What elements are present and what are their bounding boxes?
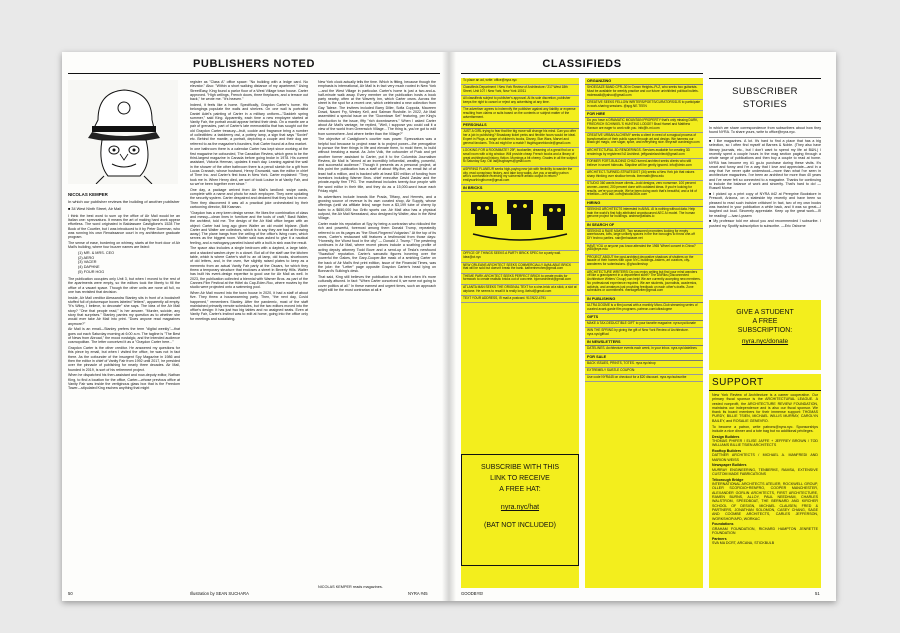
subscriber-stories-title (709, 78, 821, 122)
article-paragraph: Carter made his reputation at Spy by being a contrarian who ridiculed the rich and powerful, foremost among them Donald Trump, repeatedly referred to on its pages as "the Short-Fingered Vulgarian." At the top of its news, Carter's restaurant still features a testimonial from those days: "Honestly, the Worst food in the city" — Donald J. Trump." The pestering continues in Air Mail, where recent pieces include a scathing profile of acting deputy attorney Todd Bove and a send-up of Tesla's newfound "Swastica" reputation. Carter's sarcastic figures hovering over the powerful the Oakes, the Gary-Cooper-like mask of a smirking Carter on the back of Air Mail's first print edition, issue of the Financial Times, was the joke: the "Letter" page opposite Graydon Carter's head lying on Bonnard's Sulking's desk. (318, 222, 436, 274)
article-column-1 (68, 190, 180, 580)
support-tier-members: SVA MA DCRT, ARCANA, STICKBULB (712, 541, 775, 545)
section-title-classifieds: CLASSIFIEDS (461, 58, 703, 74)
free-hat-line: A FREE HAT: (499, 486, 541, 493)
classified-ad: SEEKING A RAVE MAKER. Two seasoned promoters looking for empty warehouses, lofts, large unlikely spaces in the five boroughs to throw one-off DIY techno parties. nair@mhadawe.net (585, 229, 703, 244)
support-intro: New York Review of Architecture is a career cooperative. Our primary fiscal sponsor is the ARCHITECTURAL LEAGUE. A vested nonprofit, the ARCHITECTURE REVIEW FOUNDATION, maintains our independence and is also our fiscal sponsor. We thank its board members for their immense support: THOMAS PURDY, BILLIE TSIEN, MICHAEL WILLIS MURRAY, CAROLYN BAILEY, and ROSALIE GENEVRO. (712, 393, 818, 423)
classifieds-column-b (585, 78, 703, 588)
classified-ad: ULTRA DOGME is a film journal with a monthly Micro-Club streaming series of curated avant-garde film programs. patreon.com/ultradogme (585, 303, 703, 314)
classified-ad: EXTREMELY SUBTLE COUPON: (585, 368, 703, 375)
classified-ad: Use code NYRA45 on checkout for a $20 discount. nyra.nyc/subscribe (585, 375, 703, 382)
footer-goodbye: GOODBYE! (461, 591, 484, 596)
subscriber-stories-intro: In which we share correspondence from subscribers about how they found NYRA. To share yours, write to office@nyra.nyc. (709, 126, 821, 138)
free-hat-line: LINK TO RECEIVE (490, 475, 550, 482)
classified-ad: OFFICE OF THINGS SEEKS A PARTY BRICK SPEC for a party wall. Idea@ot.nyc (461, 251, 579, 262)
free-hat-box (461, 454, 579, 566)
classified-ad: FORMER FORT-BUILDING CHILD turned-architect seeks clients who still believe in secret hideouts. Slapdine will be gently ignored. info@dmin.com (585, 159, 703, 170)
classified-category: GIFTS (585, 314, 703, 321)
author-name: NICOLAS KEMPER (68, 192, 108, 197)
classified-ad: DATELINES. Architecture events each week, in your inbox. nyra.nyc/datelines (585, 346, 703, 353)
article-paragraph: Air Mail is an email—Stanley prefers the term "digital weekly"—that goes out each Saturday morning at 6:00 a.m. The tagline is "The Best of News from Abroad," the mood nostalgic, and the intended audience cosmopolitan. The letter conceived it as a "Graydon Carter here..." (68, 327, 180, 345)
support-box (709, 374, 821, 588)
illustration-mailman (68, 80, 178, 184)
issue-label: NYRA #45 (408, 591, 428, 596)
give-student-link[interactable]: nyra.nyc/donate (741, 338, 789, 345)
classified-ad: LOOKING FOR A ROOMMATE? 29F, bookseller, dreaming of a great find on a small room with a big window. Will provide cheap French books and a library of great architectural history, fiction. Mornings a bit cheery. Grades in all the subject to Saturday Say. Ok! ladybugbayes@gmail.com (461, 148, 579, 167)
bricks-illustration (461, 192, 579, 251)
classified-category: PERSONALS (461, 122, 579, 129)
subscriber-stories-title-line: STORIES (742, 99, 788, 110)
give-student-box (709, 300, 821, 370)
article-paragraph: That said, King still believes the publication is at its best when it's more culturally attuned. In fact: "When Carter conceived it, we were not going to cover politics at all." In these earnest and urgent times, such an approach might still be the most contrarian at all.● (318, 275, 436, 292)
classified-ad: WIN THE SPRING by giving the gift of New York Review of Architecture. nyra.nyc/gift/ad (585, 328, 703, 339)
buzzer-list (68, 251, 180, 274)
support-tier-name: Newspaper Builders (712, 463, 747, 468)
classified-ad: SEEKING ARCHITECTS interested in AI/ML. AI is nothing without data. Help train the world's first fully attributed crowdsourced AEC AI model. The human genome project for buildings. andrew@atlabs.io (585, 207, 703, 222)
section-title-publishers-noted: PUBLISHERS NOTED (68, 58, 440, 74)
article-paragraph: New York clock actually tells the time. Which is fitting, because though the emphasis is international, Air Mail is in fact very much rooted in New York—and the West Village in particular. Carter's home is just a two-and-a-half-minute walk away. Every member on the publication hosts a book party nearby, often at the Waverly Inn, which Carter owns. Across the street is the spot for a recent one, which celebrated a new collection from Gay Talese. The invitees included Barry Diller, Sofia Coppola, Maureen Dowd, Naomi Fry, Wesley Kell, and Salman Rushdie. In 2022, Air Mail assembled a special issue on the "Downtown Set" featuring, per King's introduction to the issue, fifty "rich downtowners." When I asked Carter about Air Mail's vantage, he replied, "Well, I suppose you could call it a view of the world from Greenwich Village... The thing is, you've got to edit from somewhere. And where better than the Village?" (318, 80, 436, 136)
free-hat-link[interactable]: nyra.nyc/hat (500, 504, 540, 511)
article-column-2 (190, 80, 308, 580)
classified-ad: CREATIVE SEEKS FELLOW WRITERS/POETS/CURATORS/DJS to participate in work-sharing sessions. @spg.NE.TEEN (585, 100, 703, 111)
buzzer-item: (1) MR. & MRS. CEO (78, 251, 115, 256)
support-tier-name: Design Builders (712, 434, 740, 439)
subscriber-story: ■ I picked up a print copy of NYRA #42 at Peregrine Bookstore in Prescott, Arizona, on a stateside trip recently and have been so pleased to read such incisive criticism! In fact, two of my own books was trashed in your publication a while back, and it was so great—I laughed out loud. Sincerely appreciate. Keep up the great work—I'll be reading! —Ivan Lyssem (709, 192, 821, 218)
classified-category: ORGANIZING (585, 78, 703, 85)
support-tier-name: Triborough Bridge (712, 477, 744, 482)
classified-category: HIRING (585, 200, 703, 207)
support-tier-members: GRAHAM FOUNDATION, RICHARD HAMPTON JENRETTE FOUNDATION (712, 526, 818, 535)
classified-ad: SHOEGAZE BAND CPR–30 in Crown Heights–PLZ, who seeks two guitarists. Must be available for weekly practice and our future uninhibited political bullets. moleswalk@yahoo@gmail.com (585, 85, 703, 100)
classified-ad: PROJECT ABOUT the post-architect decorative shadows of shutters on the facade of their homes with upon NYC buildings–bakers, art curators, city-wanderers for submissions. @ghoullmshop (585, 255, 703, 270)
article-paragraph: The space also includes a single bedroom with a daybed, a large table, and a stacked washer-dryer in a closet. But all of the staff use the kitchen table, which is where Carter's stuff is: an oil lamp, old books, shoeboxes of old letters, and, in the oven, five slightly raised plates to keep as a memento from an actual Vanity Fair party at the Oscars, for which they threw a temporary structure that encloses a street in Beverly Hills. Walter has built his event-design expertise to good use for Air Mail as well. In 2023, the publication collected a biennial with Warner Bros. as part of the Cannes Film Festival at the Hôtel du Cap-Eden-Roc, where movies by the studio were projected onto a swimming pool. (190, 246, 308, 290)
support-tier-members: INTERNATIONAL ARCHITECTS ATELIER, ROCKWELL GROUP, OLLER SCOFIDIO+RENFRO, COOPER MANCHESTER, ALEXANDER GORLIN ARCHITECTS, FIRST ARCHITECTURE, RAMEN BURNS, ALLOY, PAUL NEEDHAM, CHARLES WALSTROM, SPEEDBOAT, THE BERNARD AND KIRCHER SCHOOL OF DESIGN, MICHAEL CLAUSEN, FRED & PARTNERS, JONATHAN SOLOMON, CASEY CHANG, SAGE AND COOMBE ARCHITECTS, CARLES JEFFERSON, WORKSHOP/APD, WORKAC (712, 482, 818, 521)
magazine-spread (62, 52, 836, 601)
article-paragraph: Inside, Air Mail creditor Alessandra Stanley sits in front of a bookshelf stuffed full of picturesque boxes labeled "letters", apparently all empty. "It's Wiley, I believe, to decorate" she says. The idea of the Air Mail story? "One that people read," is her answer. "Murder, suicide, any story that surprises." Stanley parries my question as to whether she would ever take Air Mail into print. "Does anyone read magazines anymore?" (68, 295, 180, 326)
classified-ad: BACK ISSUES, PRINTS, TOTES. nyra.nyc/shop (585, 361, 703, 368)
subscriber-stories-body (709, 126, 821, 296)
article-paragraph: The publication occupies only Unit 3, but when I moved to the rest of the apartments were empty, so the editors took the liberty to fill the office of a vacant space. Though the other units are none all full, no one has revisited that decision. (68, 277, 180, 295)
article-paragraph: When Air Mail moved into the town house in 2020, it had a staff of about five. They threw a housewarming party. Then, "the next day, Covid happened," remembers Stanley. After the pandemic, most of the staff maintained primarily remote schedules, but the two editors moved into the office's design: It has just two big tables and no assigned seats. Even at Vanity Fair, Carter's instinct was to edit at home, going into the office only for meetings and socializing. (190, 290, 308, 321)
article-paragraph: The sense of ease, bordering on whimsy, starts at the front door of Air Mail's building, where four buzzer names are listed: (68, 241, 180, 250)
author-note: NICOLAS KEMPER reads magazines. (318, 585, 383, 589)
classified-ad: CREATIVE URBAN ALCHEMY seeks a client in need of a magical process of transformation of their public space through art and design. We harness our Black girl magic, one sugar, spice, and everything nice. theyradf oundesign.com (585, 133, 703, 148)
classified-info: Classifieds Department / New York Review of Architecture / 217 West 18th Street, Unit 107 / New York, New York 10011 (461, 85, 579, 96)
classified-ad: THEME PARK ARCHITECT SEEKS PERFECT BRICK to create molds for formwork to create realistic bricks out of concrete. bjornarchitect@gmail.com (461, 274, 579, 285)
article-paragraph: The objective of Castiglione's courtier was power. Sprezzatura was a helpful tool because to project ease is to project power—the prerogative to pursue the finer things in life and elevate them, to mold them, to build without breaking a sweat. As John Volk, the cofounder of Puck and yet another former assistant to Carter, put it to the Columbia Journalism Review, Air Mail is "aimed at an incredibly influential, wealthy, powerful, and successful audience." Though it presents as a personal project, at this point the publication has a staff of about fifty-five, an email list of at least half a million, and is backed with at least $30 million of funding from investors including Warner Bros. chief executive David Zaslav and the private-equity firm TPG. The masthead includes twenty-four people with the word editor in their title, and they do as a 15,000-word issue each Friday night. (318, 137, 436, 193)
classified-ad: ARCHITECTURAL 3D RENDERINGS. Services available for creating 3D renderings by registered NJ Architect. jeffgandelarchitect@gmail.com (585, 148, 703, 159)
classified-ad: MAKE A TAX-DEDUCTIBLE GIFT to your favorite magazine. nyra.nyc/donate (585, 321, 703, 328)
article-paragraph: Graydon Carter is the other creditor. He answered my questions for this piece by email, but when I visited the office, he was not in fact there. As the cofounder of the insurgent Spy Magazine in 1986 and then the editor in chief of Vanity Fair from 1992 until 2017, he presided over the pinnacle of publishing for nearly three decades. Air Mail, founded in 2019, is sort of his retirement project. (68, 346, 180, 372)
classified-ad: ATLANTA MAN SEEKS THE ORIGINAL TEXT for a cine-brick at a stick, a slot at airplane. He seems to recall it is really long. ikelsd@gmail.com (461, 285, 579, 296)
classified-category: IN BRICKS (461, 185, 579, 192)
free-hat-note: (BAT NOT INCLUDED) (484, 522, 556, 529)
buzzer-item: (2) AERO (78, 255, 95, 260)
brick-illustration (461, 192, 579, 250)
support-tier-name: Rooftop Builders (712, 449, 742, 454)
article-paragraph: I think the best word to sum up the office of Air Mail would be an Italian one: sprezzatura. It means the art of making hard work appear effortless. The word originated in Baldassare Castiglione's 1528 The Book of the Courtier, but I was introduced to it by Peter Doerman, who was running his own Renaissance court in my architecture graduate program. (68, 213, 180, 240)
subscriber-story: ■ I like magazines. A lot. It's hard to find a place that has a big selection, so I often find myself at Barnes & Noble. (They also have literary journals, etc., but I don't want to spend my life at B&N.) I recently spent a couple hours in the mag section paging through a whole range of publications and then buy a couple to read at home. NYRA has become my #1 go-to purchase during these visits. It's smart and funny and I'm a way that I love and appreciate—and in a way that I've never quite understood—more than what I've seen in architecture magazines. I've been an architect for more than 40 years and I've never felt so connected to a magazine. Thanks for continuing to include the balance of work and sincerity. That's hard to do! —Russell Morse (709, 139, 821, 191)
article-paragraph: register as "Class A" office space: "No building with a ledge card. No elevator." Also: "Within a short walking distance of my apartment." Using StreetEasy, King found a parlor floor of a West Village town house. Carter approved. "High ceilings, French doors, three fireplaces, and a terrace out back," he wrote me. "It's heaven." (190, 80, 308, 102)
support-tier-name: Foundations (712, 522, 734, 527)
illustration-credit: Illustration by SEAN SUCHARA (190, 591, 249, 596)
mailman-illustration (68, 80, 178, 184)
buzzer-item: (3) VACER (78, 260, 97, 265)
article-paragraph: When he dispatched his then-assistant and now-deputy editor, Nathan King, to find a location for the office, Carter—whose previous office at Vanity Fair was inside the vertiginous glass box that is the Freedom Tower—stipulated King eschew anything that might (68, 373, 180, 391)
article-paragraph: Its advertisers include brands like Prada, Tiffany, and Hermès, and a growing source of revenue is its own curated shop, Air Supply, whose offerings (until via affiliate links) range from a $3,199 tube of cherry lip balm to a $650,000 Iso Grifo sports car. Air Mail also has a physical outpost, the Air Mail Newsstand, also designed by Walter, also in the West Village. (318, 194, 436, 221)
article-paragraph: "Graydon has a very keen design sense. He likes the combination of class and messy—clean lines in furniture and the tools of craft," Basil Walter, the architect, told me. The design of the Air Mail office began with an object: Carter had long ago given Walter an old model biplane. (Both Carter and Walter are collectors, which is to say they are bad at throwing away.) The plane hangs from the ceiling of the office's living room, which serves as the biggest room. Walter said was asked to give it a nautical feeling, and a mahogany-paneled island with a built-in sink was the result. (190, 210, 308, 245)
classified-category: IN NEWSLETTERS (585, 339, 703, 346)
article-paragraph: Indeed, it feels like a home. Specifically, Graydon Carter's home. His belongings populate the walls and shelves. On one wall is portraitist Daniel Adel's painting of Carter in a military uniform—"Daddeh spring summer," said King. Apparently, each time a new employee started at Vanity Fair, the portrait would appear behind their desk. On a mantle are a pair of grenades, part of Carter's late memorabilia that has sought out the old Graydon Carter treasury—fruit, cookie and fragrance bring a number of collectibles: a taxidermy owl, a pottery lamp, a sign that says "Soviet" etc. Behind the mantle, a portrait, depicting a couple and their dog are referred to as the magazine's founders, that Carter found at a flea market. (190, 102, 308, 146)
classified-ad: HAVE YOU or anyone you know attended the 1965 'Wheel concert in China?' yt35@eye.edu (585, 244, 703, 255)
classified-ad: Do you have a DRAMATIC MOUNTAIN PROPERTY that's only missing DARK, FRIEDRICH SCHINKEL'S HUNTING LODGE? Brad Hamel and Matthew Hanson are eager to work with you. info@h-mi.com (585, 118, 703, 133)
free-hat-line: SUBSCRIBE WITH THIS (480, 464, 560, 471)
classified-ad: TEXT YOUR ADDRESS, I'll mail a postcard. 917/622-4791 (461, 296, 579, 303)
article-address: ■ 34 West Ninth Street, Air Mail (68, 206, 121, 211)
right-page (449, 52, 836, 601)
classified-info: To place an ad, write: office@nyra.nyc (461, 78, 579, 85)
classified-info: All classifieds subject to publisher's approval. At its sole discretion, publisher keeps the right to cancel or reject any advertising at any time. (461, 96, 579, 107)
left-page (62, 52, 449, 601)
give-student-line: GIVE A STUDENT (736, 309, 794, 316)
support-tier-members: MURRAY ENGINEERING, TENBERKE, RAMSA, EXTENSIVE CUSTOM MADE FABRICATIONS (712, 467, 818, 477)
classified-ad: JUST A GIRL trying to fear that the big move will change his mind. Can you offer her a job in publishing? Broadway ticket perks and flexible hours would be ideal. Expert in Plugs, a range of children's books, Disney, Star Wars, Marvel and general fandoms. This ad might be a match? itsgirlsgoneblonde@gmail.com (461, 129, 579, 148)
classified-category: IN PUBLISHING (585, 296, 703, 303)
support-title: SUPPORT (709, 374, 821, 391)
support-tier-members: DATTNER ARCHITECTS / MICHAEL A. MANFREDI AND MARION WEISS (712, 453, 818, 462)
classified-category: IN SEARCH OF (585, 222, 703, 229)
classified-ad: STUDIO 360 wants brave clients—bold designs, zero nonsense. 100 percent women–owned, 200 percent done with outdated ideas. If you're looking for results, we're your people. We've been doing work that's beautiful, and a bit of rebellion—let's talk. com@studio360x.com (585, 181, 703, 200)
article-column-3 (318, 80, 436, 580)
classified-ad: ARCHITECT-TURNED-STRATEGIST (34) seeks a New York job that values sharp thinking over shallow trends. ibenmath@tea.edu (585, 170, 703, 181)
subscriber-stories-title-line: SUBSCRIBER (732, 86, 798, 97)
support-tier-name: Partners (712, 536, 727, 541)
article-paragraph: In one bathroom there is a calendar Carter has kept since working at the first magazine he cofounded, The Canadian Review, which grew to be the third-largest magazine in Canada before going broke in 1978. His current assistant, Victoria Herman, updates it each day. Leaning against the wall in the shower of the other bathroom there is a pencil sketch for a gift from Lucas Cranach, whose husband, Henry Grunwald, was the editor in chief of Time Inc. and Carter's first boss in New York. Carter explained: "They took me in. When Henry died, we sort of took Louise in at Vanity Fair, and so we've been together ever since." (190, 147, 308, 186)
classified-info: The advertiser agrees to indemnify the publisher against any liability or expense resulting from claims or suits based on the contents or subject matter of the advertisement. (461, 107, 579, 122)
give-student-line: SUBSCRIPTION: (737, 327, 793, 334)
classified-category: FOR SALE (585, 354, 703, 361)
classified-ad: NEW ORLEANS ARCHITECT SEEKS COMMERCIALLY AVAILABLE BRICK that will be sold but doesn't break the bank. katherinerohm@gmail.com (461, 263, 579, 274)
subscriber-story: ■ My professor told me about you and recommended I subscribe. I pushed my Spotify subscription to subscribe. —Eric Osborne (709, 219, 821, 228)
buzzer-item: (4) DAPHNE (78, 264, 100, 269)
page-number-right: 51 (815, 591, 820, 596)
article-paragraph: One day, a package arrived from Air Mail's landlord: swipe cards, complete with a name and photo for each employee. They were updating the security system. Carter despaired and declared that they had to move. Then they discovered it was all a practical joke orchestrated by their cartooning director, Bill Kasman. (190, 187, 308, 209)
give-student-line: A FREE (752, 318, 778, 325)
classified-ad: ARCHITECTURE WRITERS! Do you enjoy writing but find your mind wanders off like a grandparent in a department store? The DNRiks (Disconnected Architecture Writers' Group) can help! We are currently accepting new members. No professional experience required. We are students, journalists, academics, activists, and amateurs just providing feedback on each other's drafts. Zone schedules or commitment. meritagewriter@gmail.com (585, 270, 703, 296)
classified-category: FOR HIRE (585, 111, 703, 118)
buzzer-item: (5) FOUR HOG (78, 269, 105, 274)
support-tier-members: THOMAS PHIFER / ELISE JAFFE + JEFFREY BROWN / TOD WILLIAMS BILLIE TSIEN ARCHITECTS (712, 438, 818, 448)
page-number-left: 50 (68, 591, 73, 596)
classified-ad: ASPIRING FLANEUR seeks high-paying new job with flexibility to wander the city, read conspiracy history, and take long walks. Are you a wealthy patron who's comfortable receiving my subversive artistic output in return? emilyworthingthorne@gmail.com (461, 167, 579, 186)
article-intro: In which our publisher reviews the building of another publisher (68, 199, 180, 204)
support-donate-note: To become a patron, write patrons@nyra.nyc. Sponsorships include a nice dinner and a tote bag but no additional privileges. (712, 424, 818, 433)
